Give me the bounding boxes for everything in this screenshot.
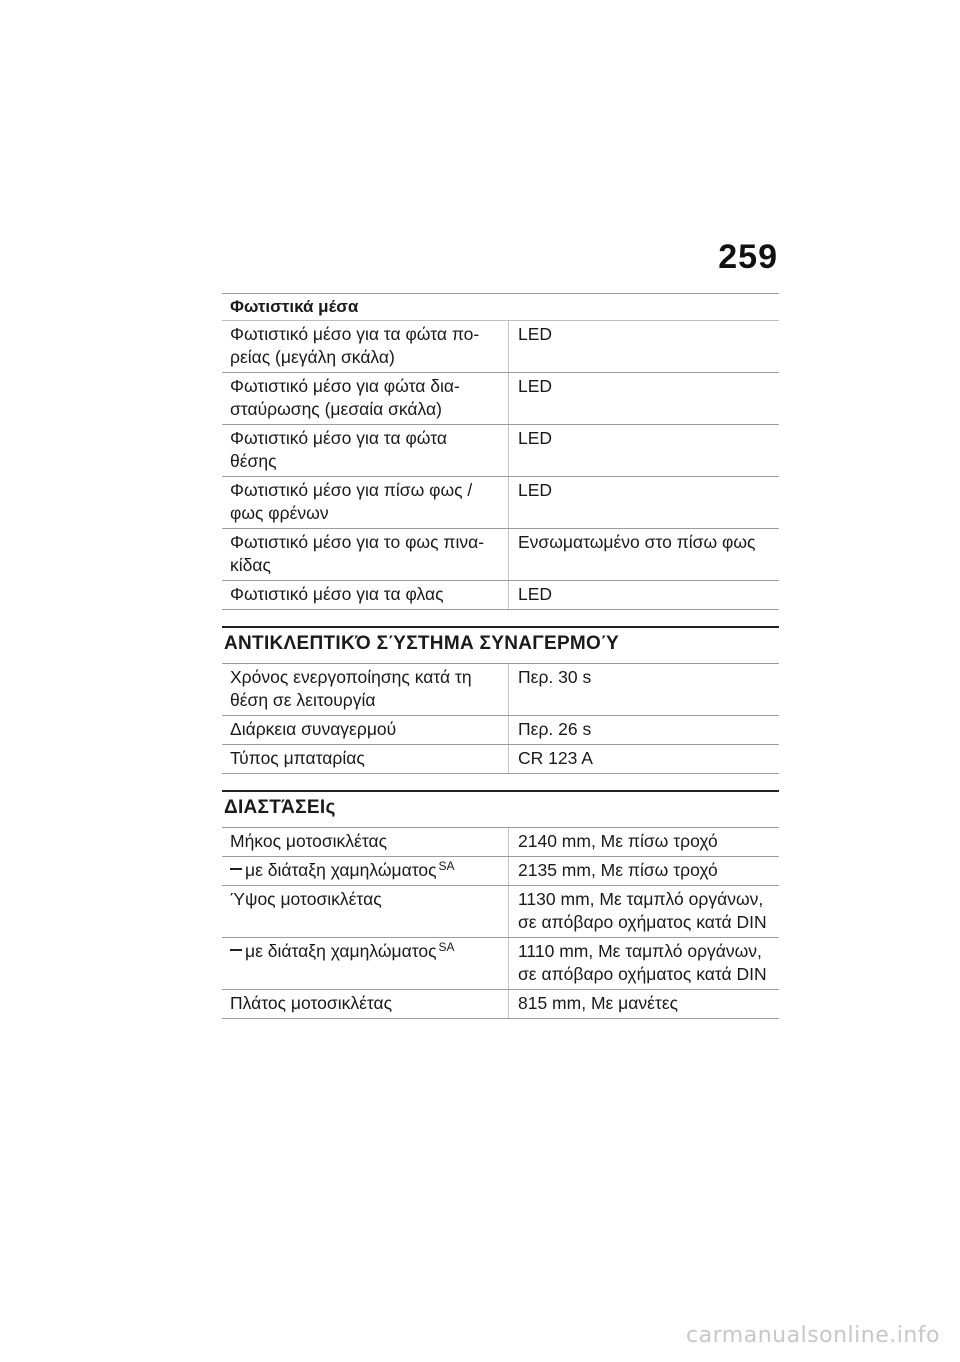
table-row bbox=[222, 425, 779, 477]
table-row bbox=[222, 477, 779, 529]
spec-value-line: LED bbox=[518, 428, 553, 448]
spec-label bbox=[222, 581, 509, 609]
spec-value-line: 1130 mm, Με ταμπλό οργάνων, bbox=[518, 889, 764, 909]
spec-value bbox=[509, 373, 779, 424]
sub-item-dash-icon bbox=[230, 949, 242, 951]
spec-label bbox=[222, 938, 509, 989]
spec-label bbox=[222, 716, 509, 744]
spec-label bbox=[222, 857, 509, 885]
table-row bbox=[222, 857, 779, 886]
spec-value-line: 815 mm, Με μανέτες bbox=[518, 993, 679, 1013]
spec-value bbox=[509, 886, 779, 937]
spec-label-line: Φωτιστικό μέσο για πίσω φως / bbox=[230, 480, 473, 500]
table-row bbox=[222, 373, 779, 425]
spec-value-line: Περ. 26 s bbox=[518, 719, 592, 739]
special-equipment-marker: SA bbox=[438, 859, 455, 873]
spec-label bbox=[222, 321, 509, 372]
spec-label bbox=[222, 745, 509, 773]
table-row bbox=[222, 886, 779, 938]
lighting-table bbox=[222, 321, 779, 610]
spec-value-line: σε απόβαρο οχήματος κατά DIN bbox=[518, 964, 767, 984]
spec-value-line: 2135 mm, Με πίσω τροχό bbox=[518, 860, 718, 880]
spec-label-text: Πλάτος μοτοσικλέτας bbox=[230, 993, 393, 1013]
dimensions-table bbox=[222, 828, 779, 1019]
watermark: carmanualsonline.info bbox=[686, 1323, 940, 1348]
sub-item-dash-icon bbox=[230, 868, 242, 870]
alarm-table bbox=[222, 664, 779, 774]
spec-value bbox=[509, 716, 779, 744]
spec-label bbox=[222, 477, 509, 528]
spec-value bbox=[509, 529, 779, 580]
spec-label-line: θέσης bbox=[230, 451, 277, 471]
spec-label-text: Μήκος μοτοσικλέτας bbox=[230, 831, 388, 851]
table-row bbox=[222, 529, 779, 581]
spec-value-line: CR 123 A bbox=[518, 748, 593, 768]
spec-label-line: σταύρωσης (μεσαία σκάλα) bbox=[230, 399, 442, 419]
spec-value bbox=[509, 581, 779, 609]
spec-label bbox=[222, 373, 509, 424]
spec-label bbox=[222, 529, 509, 580]
table-row bbox=[222, 938, 779, 990]
spec-label-line: ρείας (μεγάλη σκάλα) bbox=[230, 347, 395, 367]
spec-label-line: θέση σε λειτουργία bbox=[230, 690, 376, 710]
alarm-section-title: ΑΝΤΙΚΛΕΠΤΙΚΌ ΣΎΣΤΗΜΑ ΣΥΝΑΓΕΡΜΟΎ bbox=[222, 626, 779, 664]
spec-label-line: Χρόνος ενεργοποίησης κατά τη bbox=[230, 667, 472, 687]
spec-value-line: LED bbox=[518, 324, 553, 344]
spec-label-line: Φωτιστικό μέσο για τα φώτα bbox=[230, 428, 447, 448]
spec-value-line: LED bbox=[518, 376, 553, 396]
spec-value bbox=[509, 425, 779, 476]
page-number: 259 bbox=[718, 238, 778, 276]
spec-value bbox=[509, 990, 779, 1018]
special-equipment-marker: SA bbox=[438, 940, 455, 954]
spec-label-line: Φωτιστικό μέσο για τα φώτα πο- bbox=[230, 324, 480, 344]
table-row bbox=[222, 664, 779, 716]
spec-label-line: κίδας bbox=[230, 555, 271, 575]
spec-label-line: Τύπος μπαταρίας bbox=[230, 748, 365, 768]
spec-value-line: Περ. 30 s bbox=[518, 667, 592, 687]
spec-value bbox=[509, 938, 779, 989]
table-row bbox=[222, 745, 779, 774]
dimensions-section-title: ΔΙΑΣΤΆΣΕΙς bbox=[222, 790, 779, 828]
spec-value bbox=[509, 321, 779, 372]
spec-label-line: Φωτιστικό μέσο για το φως πινα- bbox=[230, 532, 485, 552]
spec-label-line: Φωτιστικό μέσο για τα φλας bbox=[230, 584, 444, 604]
spec-label bbox=[222, 664, 509, 715]
table-row bbox=[222, 581, 779, 610]
spec-label-line: Διάρκεια συναγερμού bbox=[230, 719, 397, 739]
spec-value bbox=[509, 664, 779, 715]
spec-value-line: 2140 mm, Με πίσω τροχό bbox=[518, 831, 718, 851]
spec-value-line: LED bbox=[518, 584, 553, 604]
spec-value-line: LED bbox=[518, 480, 553, 500]
spec-label bbox=[222, 886, 509, 937]
spec-label-text: με διάταξη χαμηλώματος bbox=[245, 941, 437, 961]
spec-label-line: φως φρένων bbox=[230, 503, 329, 523]
table-row bbox=[222, 716, 779, 745]
spec-value-line: σε απόβαρο οχήματος κατά DIN bbox=[518, 912, 767, 932]
spec-value-line: Ενσωματωμένο στο πίσω φως bbox=[518, 532, 756, 552]
table-row bbox=[222, 828, 779, 857]
spec-value bbox=[509, 745, 779, 773]
spec-value bbox=[509, 828, 779, 856]
spec-value bbox=[509, 477, 779, 528]
spec-label-text: με διάταξη χαμηλώματος bbox=[245, 860, 437, 880]
table-row bbox=[222, 990, 779, 1019]
spec-label bbox=[222, 990, 509, 1018]
spec-label bbox=[222, 425, 509, 476]
spec-label bbox=[222, 828, 509, 856]
table-row bbox=[222, 321, 779, 373]
lighting-section-title: Φωτιστικά μέσα bbox=[222, 293, 779, 321]
spec-value-line: 1110 mm, Με ταμπλό οργάνων, bbox=[518, 941, 762, 961]
spec-value bbox=[509, 857, 779, 885]
spec-label-text: Ύψος μοτοσικλέτας bbox=[230, 889, 382, 909]
spec-label-line: Φωτιστικό μέσο για φώτα δια- bbox=[230, 376, 460, 396]
spec-content bbox=[222, 293, 779, 1019]
